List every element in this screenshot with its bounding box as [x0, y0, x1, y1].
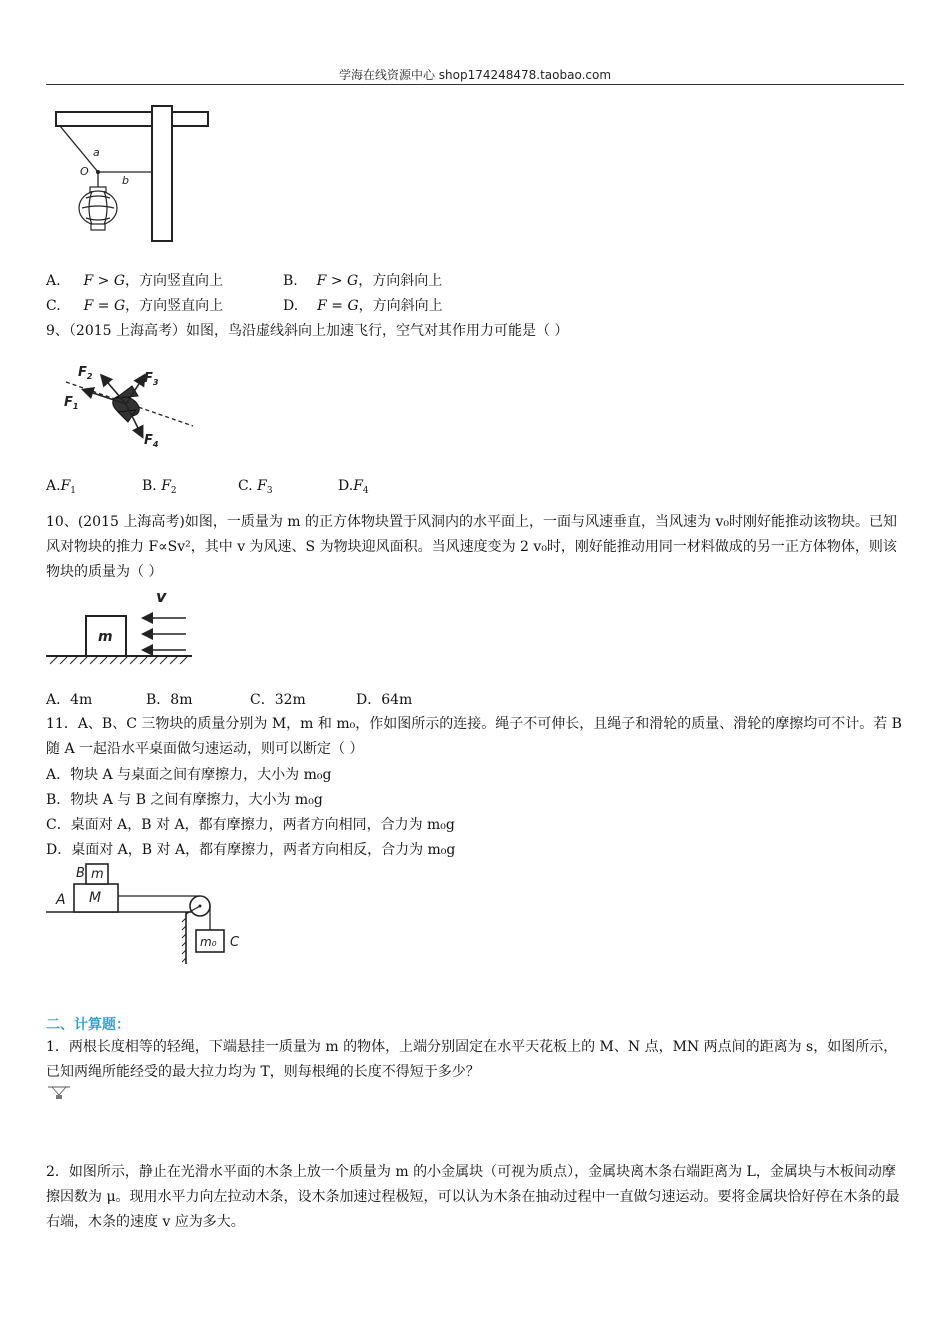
- q11-pulley-figure: [46, 860, 256, 968]
- q11-label-c: C: [230, 935, 240, 950]
- q9-label-f4: $F_4$: [144, 433, 159, 449]
- page-header: 学海在线资源中心 shop174248478.taobao.com: [338, 68, 612, 82]
- q9-option-d: $D.F_4$: [338, 478, 369, 496]
- calc-q2-text: 2．如图所示，静止在光滑水平面的木条上放一个质量为 m 的小金属块（可视为质点），金属块离木条右端距离为 L，金属块与木板间动摩擦因数为 μ。现用水平力向左拉动木条，设木条加速过程极短，可以认为木条在抽动过程中一直做匀速运动。要将金属块恰好停在木条的最右端，木条的速度 v 应为多大。: [46, 1164, 900, 1230]
- q8-option-a: A. F > G，方向竖直向上: [46, 273, 224, 289]
- q11-label-bigm: M: [89, 890, 102, 906]
- q8-label-b: b: [122, 174, 129, 187]
- q10-wind-figure: [46, 584, 196, 672]
- q9-label-f2: $F_2$: [78, 365, 93, 381]
- q10-option-c: C．32m: [250, 692, 306, 708]
- q11-option-d: D．桌面对 A，B 对 A，都有摩擦力，两者方向相反，合力为 m₀g: [46, 842, 456, 858]
- q8-lantern: [79, 187, 117, 230]
- q9-bird-figure: [58, 356, 198, 456]
- q8-option-b: B. F > G，方向斜向上: [283, 273, 443, 289]
- q10-option-b: B．8m: [146, 692, 193, 708]
- q10-stem: 10、(2015 上海高考)如图，一质量为 m 的正方体物块置于风洞内的水平面上，一面与风速垂直，当风速为 v₀时刚好能推动该物块。已知风对物块的推力 F∝Sv²，其中 v 为风速、S 为物块迎风面积。当风速度变为 2 v₀时，刚好能推动用同一材料做成的另一正方体物体，则该物块的质量为（ ）: [46, 514, 897, 580]
- q9-option-b: B. $F_2$: [142, 478, 177, 496]
- q8-post: [152, 106, 172, 241]
- q9-label-f3: $F_3$: [144, 371, 159, 387]
- q8-beam: [56, 112, 208, 126]
- calc-q1-figure: [46, 1084, 72, 1102]
- q10-option-a: A．4m: [46, 692, 93, 708]
- q11-stem: 11．A、B、C 三物块的质量分别为 M，m 和 m₀，作如图所示的连接。绳子不可伸长，且绳子和滑轮的质量、滑轮的摩擦均可不计。若 B 随 A 一起沿水平桌面做匀速运动，则可以断定（ ）: [46, 716, 902, 757]
- q8-label-a: a: [93, 146, 100, 159]
- q11-option-a: A．物块 A 与桌面之间有摩擦力，大小为 m₀g: [46, 767, 332, 783]
- q11-label-m: m: [91, 867, 104, 882]
- q8-option-c: C. F = G，方向竖直向上: [46, 298, 224, 314]
- calc-q1-text: 1．两根长度相等的轻绳，下端悬挂一质量为 m 的物体，上端分别固定在水平天花板上的 M、N 点，MN 两点间的距离为 s，如图所示，已知两绳所能经受的最大拉力均为 T，则每根绳的长度不得短于多少？: [46, 1039, 898, 1080]
- q11-option-b: B．物块 A 与 B 之间有摩擦力，大小为 m₀g: [46, 792, 323, 808]
- q9-stem: 9、（2015 上海高考）如图，鸟沿虚线斜向上加速飞行，空气对其作用力可能是（ ）: [46, 323, 569, 339]
- q9-option-a: $A.F_1$: [46, 478, 77, 496]
- q9-label-f1: $F_1$: [64, 395, 79, 411]
- q8-point-o: [96, 170, 100, 174]
- q8-option-d: D. F = G，方向斜向上: [283, 298, 443, 314]
- section-2-title: 二、计算题：: [46, 1017, 130, 1033]
- q11-label-a: A: [56, 892, 66, 908]
- q10-option-d: D．64m: [356, 692, 413, 708]
- q10-ground-hatch: [50, 656, 188, 664]
- q10-v-label: v: [156, 587, 167, 606]
- q9-option-c: C. $F_3$: [238, 478, 273, 496]
- q11-label-b: B: [76, 866, 85, 881]
- q11-label-m0: m₀: [200, 935, 217, 949]
- header-rule: [46, 84, 904, 85]
- q10-block-label: m: [98, 629, 113, 645]
- q11-option-c: C．桌面对 A，B 对 A，都有摩擦力，两者方向相同，合力为 m₀g: [46, 817, 455, 833]
- q8-label-o: O: [80, 165, 89, 178]
- q8-lantern-figure: [46, 98, 216, 248]
